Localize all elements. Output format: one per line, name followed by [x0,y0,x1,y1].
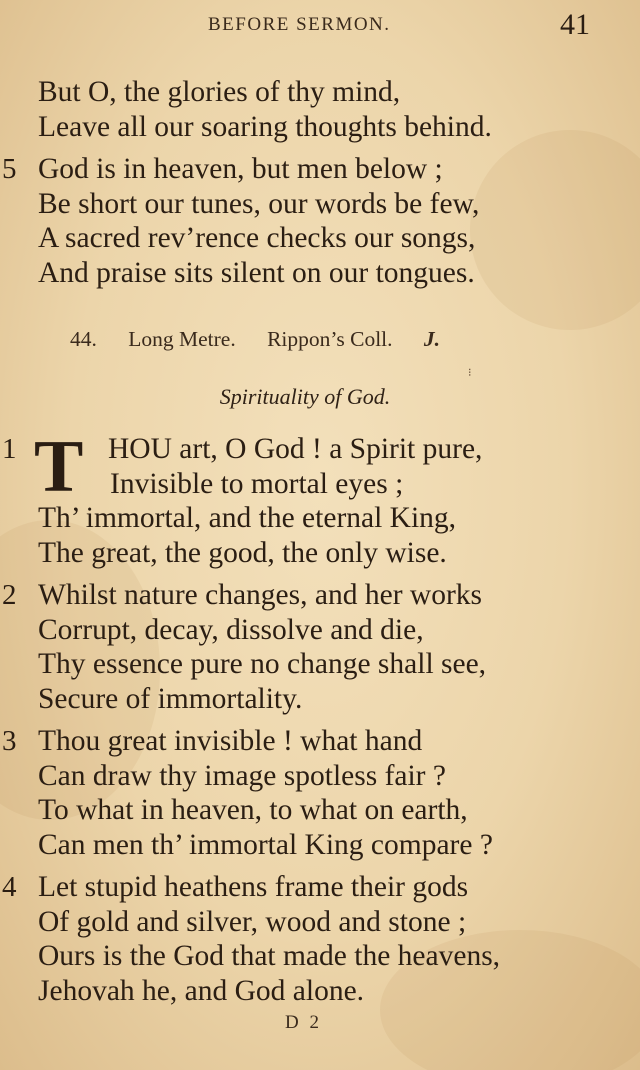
verse-number: 2 [2,579,17,611]
signature-mark: D 2 [285,1012,322,1033]
verse-line: God is in heaven, but men below ; [38,153,443,185]
verse-line: But O, the glories of thy mind, [38,76,401,108]
verse-line: Jehovah he, and God alone. [38,974,365,1007]
stanza-1 [0,426,640,570]
hymn-collection: Rippon’s Coll. [267,327,393,351]
verse-line: And praise sits silent on our tongues. [38,256,475,289]
stanza-3 [0,724,640,862]
verse-line: Corrupt, decay, dissolve and die, [38,613,424,646]
verse-line: The great, the good, the only wise. [38,536,447,569]
page-number: 41 [560,8,590,41]
verse-line: A sacred rev’rence checks our songs, [38,222,476,254]
verse-line: Th’ immortal, and the eternal King, [38,502,457,534]
verse-5 [0,152,640,290]
hymn-number: 44. [70,327,97,351]
ornament-mark: ⁝ [468,366,472,379]
running-head: BEFORE SERMON. [208,14,391,35]
page-header [0,8,640,42]
hymn-heading [70,327,440,352]
verse-line: Let stupid heathens frame their gods [38,871,469,903]
verse-number: 1 [2,433,17,465]
hymn-metre: Long Metre. [128,327,236,351]
stanza-4 [0,870,640,1008]
verse-line: Of gold and silver, wood and stone ; [38,905,467,938]
verse-number: 4 [2,871,17,903]
verse-line: Thou great invisible ! what hand [38,725,423,757]
verse-line: To what in heaven, to what on earth, [38,794,468,826]
stanza-2 [0,578,640,716]
verse-line: Thy essence pure no change shall see, [38,648,487,680]
drop-cap: T [34,426,84,508]
verse-line: Whilst nature changes, and her works [38,579,482,611]
verse-line: Ours is the God that made the heavens, [38,940,501,972]
continued-verse [0,75,640,144]
verse-line: Invisible to mortal eyes ; [110,467,404,500]
verse-line: Leave all our soaring thoughts behind. [38,110,492,143]
verse-number: 5 [2,153,17,185]
hymn-author: J. [423,327,441,351]
verse-line: Can draw thy image spotless fair ? [38,759,446,792]
verse-line: Can men th’ immortal King compare ? [38,828,493,861]
verse-line: Secure of immortality. [38,682,303,715]
verse-line: Be short our tunes, our words be few, [38,187,480,220]
verse-line: HOU art, O God ! a Spirit pure, [108,433,483,465]
hymn-title: Spirituality of God. [219,384,391,409]
verse-number: 3 [2,725,17,757]
